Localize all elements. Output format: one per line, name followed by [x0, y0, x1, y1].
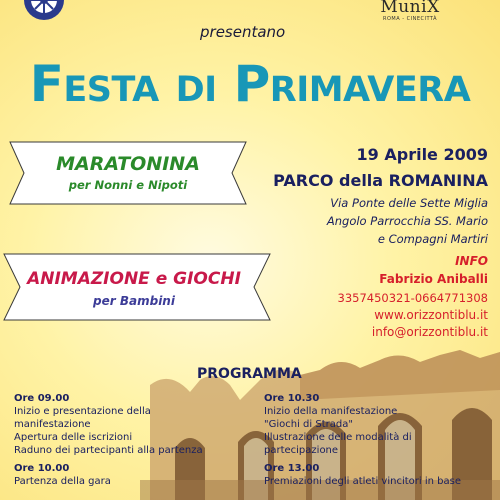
- ribbon-maratonina-subtitle: per Nonni e Nipoti: [68, 178, 188, 192]
- ribbon-maratonina: [8, 138, 248, 208]
- munix-logo: [370, 0, 450, 22]
- info-contact-name: Fabrizio Aniballi: [379, 272, 488, 286]
- munix-subtitle: ROMA - CINECITTÀ: [382, 16, 437, 22]
- programma-item: [14, 462, 244, 488]
- programma-line: Apertura delle iscrizioni: [14, 432, 133, 443]
- programma-time: Ore 10.30: [264, 393, 320, 404]
- wheel-logo-icon: [22, 0, 66, 22]
- info-website-link[interactable]: www.orizzontiblu.it: [374, 308, 488, 322]
- programma-item: [264, 392, 494, 457]
- presentano-text: presentano: [200, 23, 286, 41]
- address-line: Via Ponte delle Sette Miglia: [330, 196, 488, 210]
- programma-time: Ore 10.00: [14, 463, 70, 474]
- programma-left-column: [14, 392, 244, 488]
- programma-line: Premiazioni degli atleti vincitori in base: [264, 476, 461, 487]
- programma-title: PROGRAMMA: [197, 366, 302, 382]
- programma-item: [264, 462, 494, 488]
- programma-line: Illustrazione delle modalità di: [264, 432, 412, 443]
- programma-line: "Giochi di Strada": [264, 419, 353, 430]
- address-line: Angolo Parrocchia SS. Mario: [326, 214, 488, 228]
- main-title: Festa di Primavera: [29, 55, 471, 113]
- ribbon-animazione-subtitle: per Bambini: [93, 294, 175, 308]
- programma-time: Ore 09.00: [14, 393, 70, 404]
- event-place: PARCO della ROMANINA: [273, 171, 488, 190]
- programma-right-column: [264, 392, 494, 488]
- programma-line: Inizio e presentazione della: [14, 406, 151, 417]
- programma-line: manifestazione: [14, 419, 91, 430]
- info-phones: 3357450321-0664771308: [337, 291, 488, 305]
- ribbon-animazione-title: ANIMAZIONE e GIOCHI: [27, 269, 241, 289]
- programma-line: Partenza della gara: [14, 476, 111, 487]
- programma-item: [14, 392, 244, 457]
- programma-line: partecipazione: [264, 445, 339, 456]
- programma-line: Inizio della manifestazione: [264, 406, 398, 417]
- info-email-link[interactable]: info@orizzontiblu.it: [371, 325, 488, 339]
- munix-name: MuniX: [380, 0, 440, 17]
- ribbon-maratonina-title: MARATONINA: [56, 153, 200, 175]
- programma-line: Raduno dei partecipanti alla partenza: [14, 445, 203, 456]
- event-date: 19 Aprile 2009: [356, 145, 488, 164]
- info-label: INFO: [455, 254, 488, 268]
- address-line: e Compagni Martiri: [377, 232, 488, 246]
- programma-time: Ore 13.00: [264, 463, 320, 474]
- ribbon-animazione: [8, 250, 248, 324]
